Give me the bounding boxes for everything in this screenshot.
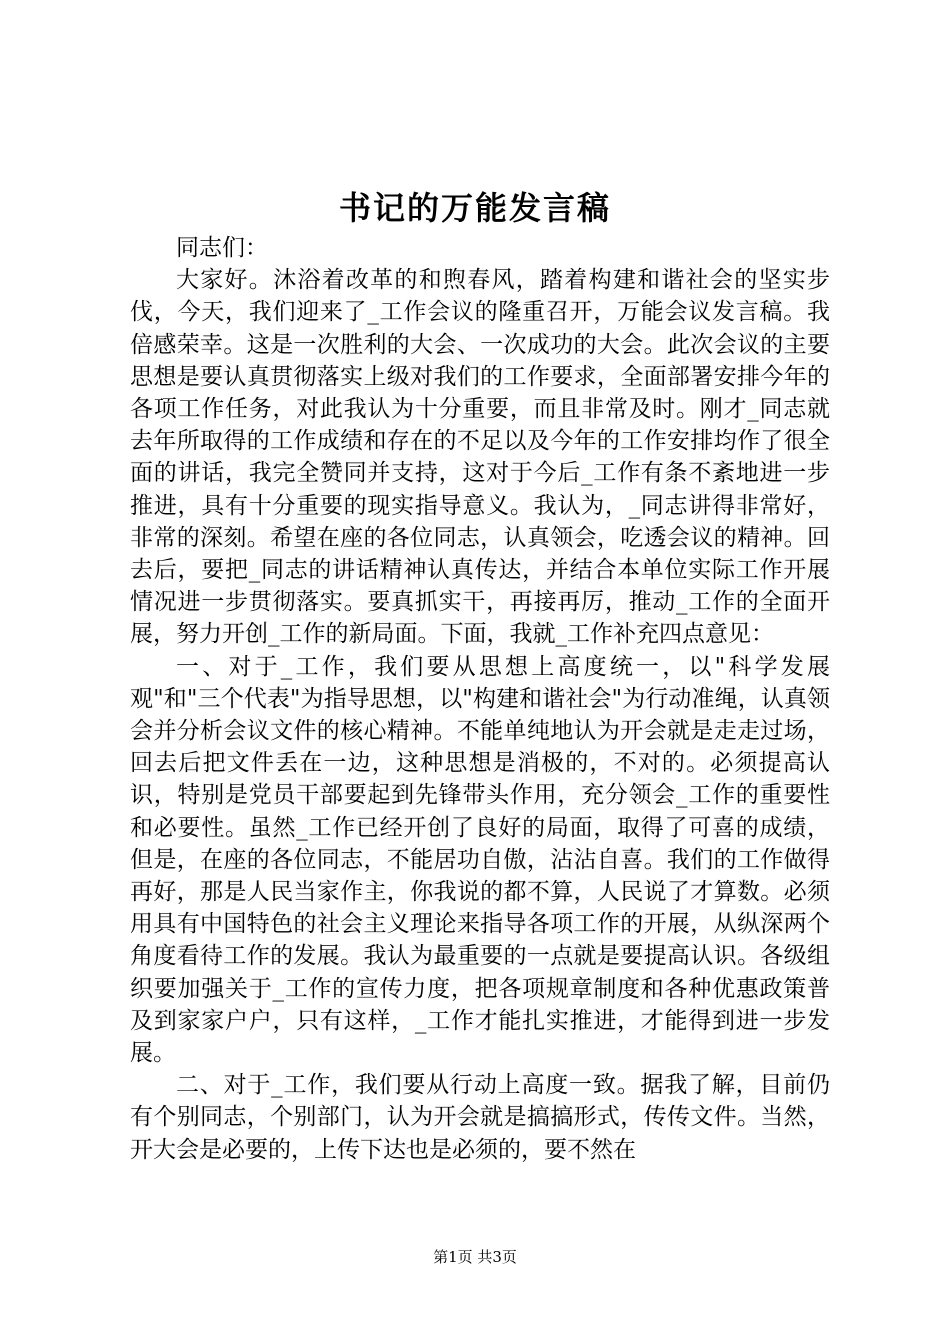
point-one-paragraph: 一、对于_工作，我们要从思想上高度统一，以"科学发展观"和"三个代表"为指导思想，以"构建和谐社会"为行动准绳，认真领会并分析会议文件的核心精神。不能单纯地认为开会就是走走过场，回去后把文件丢在一边，这种思想是消极的，不对的。必须提高认识，特别是党员干部要起到先锋带头作用，充分领会_工作的重要性和必要性。虽然_工作已经开创了良好的局面，取得了可喜的成绩，但是，在座的各位同志，不能居功自傲，沾沾自喜。我们的工作做得再好，那是人民当家作主，你我说的都不算，人民说了才算数。必须用具有中国特色的社会主义理论来指导各项工作的开展，从纵深两个角度看待工作的发展。我认为最重要的一点就是要提高认识。各级组织要加强关于_工作的宣传力度，把各项规章制度和各种优惠政策普及到家家户户，只有这样，_工作才能扎实推进，才能得到进一步发展。: [130, 653, 830, 1067]
document-body: [130, 232, 830, 1166]
salutation-paragraph: 同志们：: [176, 235, 268, 261]
point-two-paragraph: 二、对于_工作，我们要从行动上高度一致。据我了解，目前仍有个别同志，个别部门，认为开会就是搞搞形式，传传文件。当然，开大会是必要的，上传下达也是必须的，要不然在: [130, 1072, 830, 1163]
document-title: 书记的万能发言稿: [338, 189, 611, 227]
opening-paragraph: 大家好。沐浴着改革的和煦春风，踏着构建和谐社会的坚实步伐，今天，我们迎来了_工作会议的隆重召开，万能会议发言稿。我倍感荣幸。这是一次胜利的大会、一次成功的大会。此次会议的主要思想是要认真贯彻落实上级对我们的工作要求，全面部署安排今年的各项工作任务，对此我认为十分重要，而且非常及时。刚才_同志就去年所取得的工作成绩和存在的不足以及今年的工作安排均作了很全面的讲话，我完全赞同并支持，这对于今后_工作有条不紊地进一步推进，具有十分重要的现实指导意义。我认为，_同志讲得非常好，非常的深刻。希望在座的各位同志，认真领会，吃透会议的精神。回去后，要把_同志的讲话精神认真传达，并结合本单位实际工作开展情况进一步贯彻落实。要真抓实干，再接再厉，推动_工作的全面开展，努力开创_工作的新局面。下面，我就_工作补充四点意见：: [130, 267, 830, 648]
page-number-footer: 第1页 共3页: [433, 1248, 517, 1266]
